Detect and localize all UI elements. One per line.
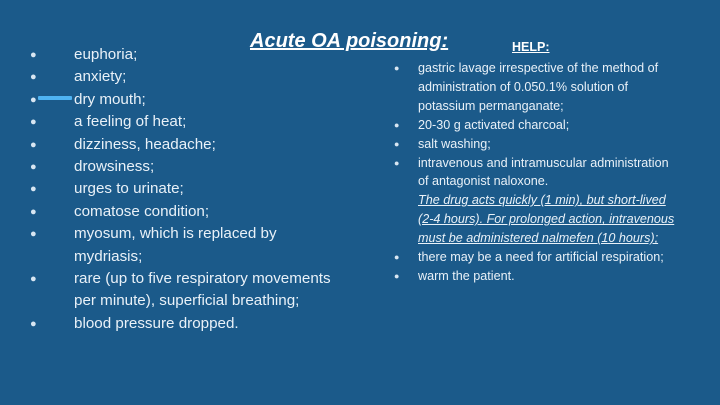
list-item xyxy=(394,267,679,286)
list-item xyxy=(30,89,340,111)
list-item xyxy=(30,223,340,268)
symptom-text: urges to urinate; xyxy=(74,180,184,198)
list-item xyxy=(394,248,679,267)
bullet-icon: ● xyxy=(30,138,37,151)
list-item xyxy=(30,156,340,178)
bullet-icon: ● xyxy=(394,157,400,168)
bullet-icon: ● xyxy=(30,116,37,129)
symptom-text: blood pressure dropped. xyxy=(74,314,239,332)
bullet-icon: ● xyxy=(394,138,400,149)
bullet-icon: ● xyxy=(30,161,37,174)
symptoms-list xyxy=(30,44,340,335)
symptom-text: myosum, which is replaced by mydriasis; xyxy=(74,225,277,265)
bullet-icon: ● xyxy=(30,317,37,330)
list-item xyxy=(394,59,679,116)
list-item xyxy=(30,134,340,156)
list-item xyxy=(30,44,340,66)
bullet-icon: ● xyxy=(30,205,37,218)
list-item xyxy=(30,201,340,223)
list-item xyxy=(30,66,340,88)
bullet-icon: ● xyxy=(30,49,37,61)
symptom-text: anxiety; xyxy=(74,68,127,86)
bullet-icon: ● xyxy=(394,63,400,73)
symptom-text: drowsiness; xyxy=(74,158,155,176)
help-text: intravenous and intramuscular administration of antagonist naloxone. xyxy=(418,155,669,189)
symptom-text: rare (up to five respiratory movements per minute), superficial breathing; xyxy=(74,270,331,310)
bullet-icon: ● xyxy=(30,71,37,84)
list-item xyxy=(394,135,679,154)
symptom-text: a feeling of heat; xyxy=(74,113,187,131)
bullet-icon: ● xyxy=(30,183,37,196)
bullet-icon: ● xyxy=(394,270,400,281)
list-item xyxy=(394,116,679,135)
help-text: warm the patient. xyxy=(418,268,515,283)
bullet-icon: ● xyxy=(394,252,400,263)
list-item xyxy=(394,154,679,249)
list-item xyxy=(30,313,340,335)
slide-title: Acute OA poisoning: xyxy=(250,30,449,52)
list-item xyxy=(30,268,340,313)
symptom-text: dry mouth; xyxy=(74,90,146,108)
help-text: gastric lavage irrespective of the method of administration of 0.050.1% solution of potassium permanganate; xyxy=(418,61,659,113)
help-label: HELP: xyxy=(512,40,550,54)
symptom-text: dizziness, headache; xyxy=(74,135,216,153)
bullet-icon: ● xyxy=(30,228,37,241)
list-item xyxy=(30,111,340,133)
help-note: The drug acts quickly (1 min), but short-lived (2-4 hours). For prolonged action, intravenous must be administered nalmefen (10 hours); xyxy=(418,193,675,246)
bullet-icon: ● xyxy=(30,93,37,106)
list-item xyxy=(30,178,340,200)
help-text: 20-30 g activated charcoal; xyxy=(418,117,570,132)
help-list xyxy=(394,59,679,286)
bullet-icon: ● xyxy=(394,119,400,130)
help-text: there may be a need for artificial respiration; xyxy=(418,250,664,265)
bullet-icon: ● xyxy=(30,273,37,286)
symptom-text: euphoria; xyxy=(74,46,138,63)
help-text: salt washing; xyxy=(418,136,491,151)
symptom-text: comatose condition; xyxy=(74,202,210,220)
